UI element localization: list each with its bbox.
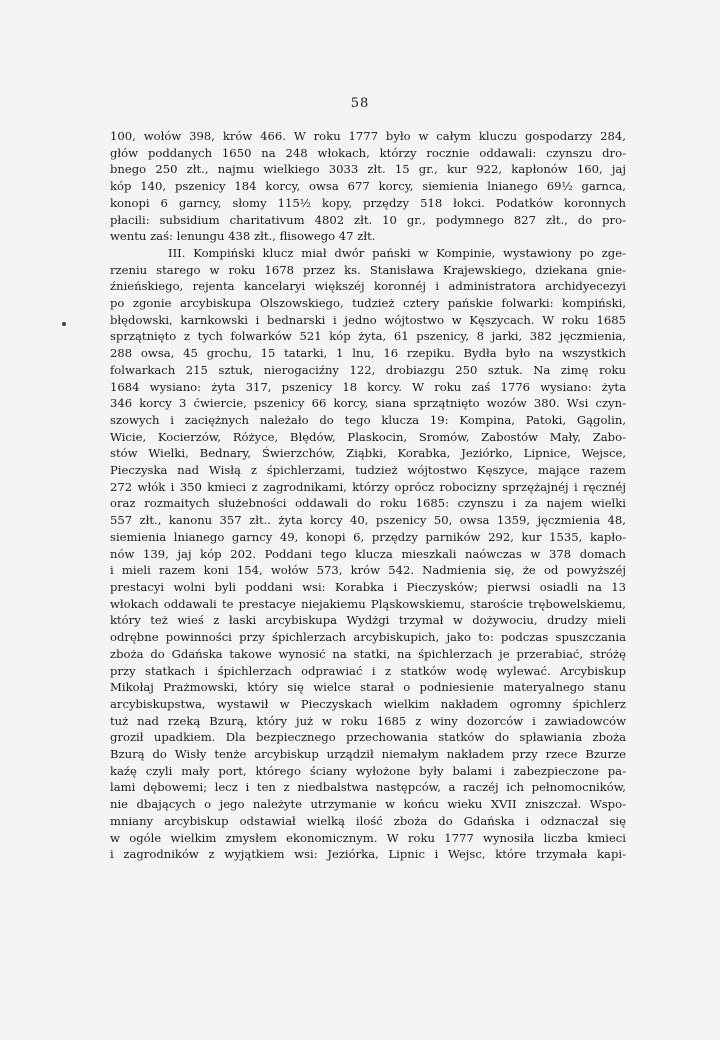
text-line: III. Kompiński klucz miał dwór pański w Kompinie, wystawiony po zge- (168, 245, 626, 260)
text-line: przy statkach i śpichlerzach odprawiać i z statków wodę wylewać. Arcybiskup (110, 663, 626, 678)
text-line: odrębne powinności przy śpichlerzach arcybiskupich, jako to: podczas spuszczania (110, 630, 626, 645)
text-line: 1684 wysiano: żyta 317, pszenicy 18 korcy. W roku zaś 1776 wysiano: żyta (110, 379, 626, 394)
text-line: 557 złt., kanonu 357 złt.. żyta korcy 40, pszenicy 50, owsa 1359, jęczmienia 48, (110, 513, 626, 528)
text-line: konopi 6 garncy, słomy 115½ kopy, przędzy 518 łokci. Podatków koronnych (110, 195, 626, 210)
text-line: sprzątnięto z tych folwarków 521 kóp żyta, 61 pszenicy, 8 jarki, 382 jęczmienia, (110, 329, 626, 344)
text-line: Bzurą do Wisły tenże arcybiskup urządził niemałym nakładem przy rzece Bzurze (110, 747, 626, 762)
text-line: 100, wołów 398, krów 466. W roku 1777 było w całym kluczu gospodarzy 284, (110, 129, 626, 143)
text-line: Mikołaj Prażmowski, który się wielce starał o podniesienie materyalnego stanu (110, 680, 626, 695)
text-line: który też wieś z łaski arcybiskupa Wydżgi trzymał w dożywociu, drudzy mieli (110, 613, 626, 628)
text-line: wentu zaś: lenungu 438 złt., flisowego 47 złt. (110, 229, 376, 244)
text-line: rzeniu starego w roku 1678 przez ks. Stanisława Krajewskiego, dziekana gnie- (110, 262, 626, 277)
text-line: zboża do Gdańska takowe wynosić na statki, na śpichlerzach je przerabiać, stróżę (110, 646, 626, 661)
text-line: źnieńskiego, rejenta kancelaryi większéj koronnéj i administratora archidyecezyi (110, 279, 626, 294)
text-line: bnego 250 złt., najmu wielkiego 3033 złt. 15 gr., kur 922, kapłonów 160, jaj (110, 162, 626, 177)
text-line: i zagrodników z wyjątkiem wsi: Jeziórka, Lipnic i Wejsc, które trzymała kapi- (110, 847, 626, 862)
text-line: siemienia lnianego garncy 49, konopi 6, przędzy parników 292, kur 1535, kapło- (110, 529, 626, 544)
margin-mark (62, 322, 66, 326)
text-line: arcybiskupstwa, wystawił w Pieczyskach wielkim nakładem ogromny śpichlerz (110, 696, 626, 711)
text-line: płacili: subsidium charitativum 4802 złt. 10 gr., podymnego 827 złt., do pro- (110, 212, 626, 227)
text-line: lami dębowemi; lecz i ten z niedbalstwa następców, a raczéj ich pełnomocników, (110, 780, 626, 795)
text-line: stów Wielki, Bednary, Świerzchów, Ziąbki, Korabka, Jeziórko, Lipnice, Wejsce, (110, 446, 626, 461)
text-line: prestacyi wolni byli poddani wsi: Korabka i Pieczysków; pierwsi osiadli na 13 (110, 579, 626, 594)
text-line: włokach oddawali te prestacye niejakiemu Pląskowskiemu, staroście trębowelskiemu, (110, 596, 626, 611)
page-number: 58 (350, 96, 370, 111)
text-line: nów 139, jaj kóp 202. Poddani tego klucza mieszkali naówczas w 378 domach (110, 546, 626, 561)
text-line: nie dbających o jego należyte utrzymanie w końcu wieku XVII zniszczał. Wspo- (110, 797, 626, 812)
text-line: po zgonie arcybiskupa Olszowskiego, tudzież cztery pańskie folwarki: kompiński, (110, 296, 626, 311)
text-line: tuż nad rzeką Bzurą, który już w roku 1685 z winy dozorców i zawiadowców (110, 713, 626, 728)
body-text (110, 128, 626, 863)
text-line: Pieczyska nad Wisłą z śpichlerzami, tudzież wójtostwo Kęszyce, mające razem (110, 463, 626, 478)
text-line: folwarkach 215 sztuk, nierogaciźny 122, drobiazgu 250 sztuk. Na zimę roku (110, 362, 626, 377)
text-line: kóp 140, pszenicy 184 korcy, owsa 677 korcy, siemienia lnianego 69½ garnca, (110, 179, 626, 194)
text-line: w ogóle wielkim zmysłem ekonomicznym. W roku 1777 wynosiła liczba kmieci (110, 830, 626, 845)
text-line: mniany arcybiskup odstawiał wielką ilość zboża do Gdańska i odznaczał się (110, 813, 626, 828)
text-line: groził upadkiem. Dla bezpiecznego przechowania statków do spławiania zboża (110, 730, 626, 745)
text-line: i mieli razem koni 154, wołów 573, krów 542. Nadmienia się, że od powyższéj (110, 563, 626, 578)
text-line: kaźę czyli mały port, którego ściany wyłożone były balami i zabezpieczone pa- (110, 763, 626, 778)
text-line: Wicie, Kocierzów, Różyce, Błędów, Plaskocin, Sromów, Zabostów Mały, Zabo- (110, 429, 626, 444)
text-line: błędowski, karnkowski i bednarski i jedno wójtostwo w Kęszycach. W roku 1685 (110, 312, 626, 327)
text-line: 272 włók i 350 kmieci z zagrodnikami, którzy oprócz robocizny sprzężajnéj i ręcznéj (110, 479, 626, 494)
text-line: 346 korcy 3 ćwiercie, pszenicy 66 korcy, siana sprzątnięto wozów 380. Wsi czyn- (110, 396, 626, 411)
text-line: oraz rozmaitych służebności oddawali do roku 1685: czynszu i za najem wielki (110, 496, 626, 511)
text-line: szowych i zaciężnych należało do tego klucza 19: Kompina, Patoki, Gągolin, (110, 412, 626, 427)
text-line: głów poddanych 1650 na 248 włokach, którzy rocznie oddawali: czynszu dro- (110, 145, 626, 160)
text-line: 288 owsa, 45 grochu, 15 tatarki, 1 lnu, 16 rzepiku. Bydła było na wszystkich (110, 346, 626, 361)
